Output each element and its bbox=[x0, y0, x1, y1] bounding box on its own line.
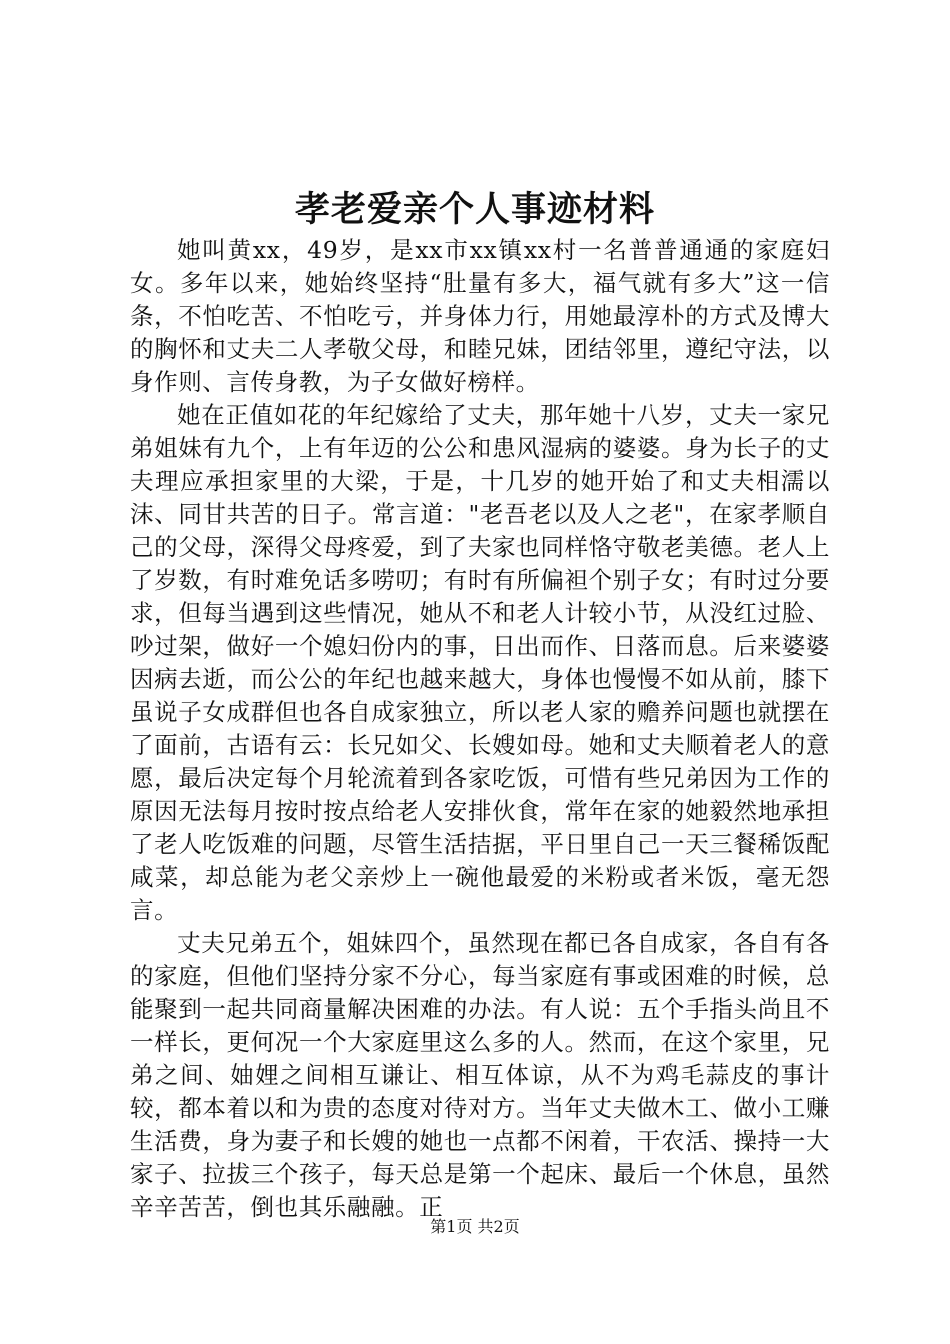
document-body bbox=[130, 234, 830, 1224]
body-paragraph-1: 她叫黄xx，49岁，是xx市xx镇xx村一名普普通通的家庭妇女。多年以来，她始终坚持“肚量有多大，福气就有多大”这一信条，不怕吃苦、不怕吃亏，并身体力行，用她最淳朴的方式及博大的胸怀和丈夫二人孝敬父母，和睦兄妹，团结邻里，遵纪守法，以身作则、言传身教，为子女做好榜样。 bbox=[130, 236, 830, 396]
document-title: 孝老爱亲个人事迹材料 bbox=[294, 189, 655, 230]
body-paragraph-3: 丈夫兄弟五个，姐妹四个，虽然现在都已各自成家，各自有各的家庭，但他们坚持分家不分心，每当家庭有事或困难的时候，总能聚到一起共同商量解决困难的办法。有人说：五个手指头尚且不一样长，更何况一个大家庭里这么多的人。然而，在这个家里，兄弟之间、妯娌之间相互谦让、相互体谅，从不为鸡毛蒜皮的事计较，都本着以和为贵的态度对待对方。当年丈夫做木工、做小工赚生活费，身为妻子和长嫂的她也一点都不闲着，干农活、操持一大家子、拉拔三个孩子，每天总是第一个起床、最后一个休息，虽然辛辛苦苦，倒也其乐融融。正 bbox=[130, 929, 830, 1221]
body-paragraph-2: 她在正值如花的年纪嫁给了丈夫，那年她十八岁，丈夫一家兄弟姐妹有九个，上有年迈的公公和患风湿病的婆婆。身为长子的丈夫理应承担家里的大梁，于是，十几岁的她开始了和丈夫相濡以沫、同甘共苦的日子。常言道："老吾老以及人之老"，在家孝顺自己的父母，深得父母疼爱，到了夫家也同样恪守敬老美德。老人上了岁数，有时难免话多唠叨；有时有所偏袒个别子女；有时过分要求，但每当遇到这些情况，她从不和老人计较小节，从没红过脸、吵过架，做好一个媳妇份内的事，日出而作、日落而息。后来婆婆因病去逝，而公公的年纪也越来越大，身体也慢慢不如从前，膝下虽说子女成群但也各自成家独立，所以老人家的赡养问题也就摆在了面前，古语有云：长兄如父、长嫂如母。她和丈夫顺着老人的意愿，最后决定每个月轮流着到各家吃饭，可惜有些兄弟因为工作的原因无法每月按时按点给老人安排伙食，常年在家的她毅然地承担了老人吃饭难的问题，尽管生活拮据，平日里自己一天三餐稀饭配咸菜，却总能为老父亲炒上一碗他最爱的米粉或者米饭，毫无怨言。 bbox=[130, 401, 830, 924]
page-footer: 第1页 共2页 bbox=[430, 1217, 520, 1236]
